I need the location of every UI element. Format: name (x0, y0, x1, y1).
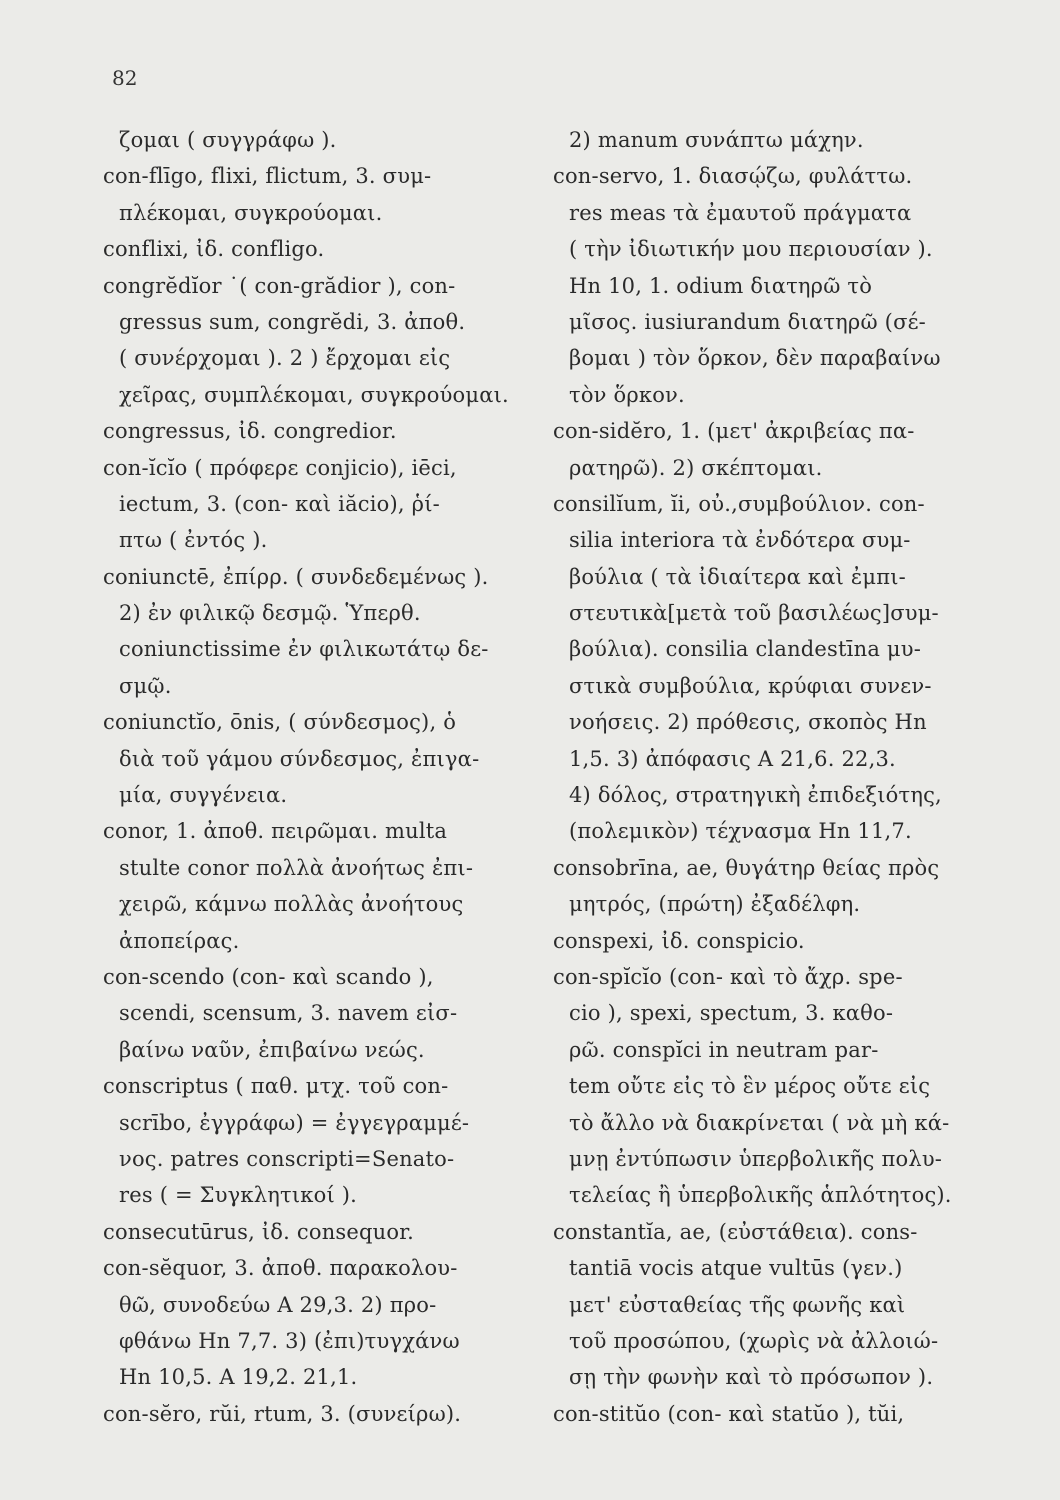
dictionary-continuation-line: tantiā vocis atque vultūs (γεν.) (569, 1256, 903, 1281)
dictionary-continuation-line: τελείας ἢ ὑπερβολικῆς ἁπλότητος). (569, 1183, 952, 1208)
dictionary-continuation-line: Hn 10, 1. odium διατηρῶ τὸ (569, 273, 873, 298)
dictionary-continuation-line: iectum, 3. (con- καὶ iăcio), ῥί- (119, 491, 440, 516)
dictionary-continuation-line: μετ' εὐσταθείας τῆς φωνῆς καὶ (569, 1292, 906, 1317)
dictionary-entry-line: conor, 1. ἀποθ. πειρῶμαι. multa (103, 819, 448, 844)
dictionary-continuation-line: σμῷ. (119, 673, 172, 698)
dictionary-continuation-line: silia interiora τὰ ἐνδότερα συμ- (569, 528, 911, 553)
dictionary-continuation-line: (πολεμικὸν) τέχνασμα Hn 11,7. (569, 819, 912, 844)
dictionary-continuation-line: 2) ἐν φιλικῷ δεσμῷ. Ὑπερθ. (119, 601, 421, 626)
dictionary-entry-line: constantĭa, ae, (εὐστάθεια). cons- (553, 1219, 918, 1244)
dictionary-continuation-line: βούλια). consilia clandestīna μυ- (569, 637, 922, 662)
dictionary-continuation-line: στικὰ συμβούλια, κρύφιαι συνεν- (569, 673, 932, 698)
dictionary-continuation-line: μῖσος. iusiurandum διατηρῶ (σέ- (569, 309, 926, 334)
dictionary-entry-line: congressus, ἰδ. congredior. (103, 419, 397, 444)
dictionary-continuation-line: σῃ τὴν φωνὴν καὶ τὸ πρόσωπον ). (569, 1365, 934, 1390)
dictionary-continuation-line: μία, συγγένεια. (119, 783, 288, 808)
dictionary-continuation-line: 4) δόλος, στρατηγικὴ ἐπιδεξιότης, (569, 783, 942, 808)
dictionary-entry-line: con-sĕro, rŭi, rtum, 3. (συνείρω). (103, 1401, 462, 1426)
dictionary-continuation-line: res ( = Συγκλητικοί ). (119, 1183, 358, 1208)
dictionary-continuation-line: coniunctissime ἐν φιλικωτάτῳ δε- (119, 637, 489, 662)
left-column (103, 122, 530, 1432)
dictionary-continuation-line: stulte conor πολλὰ ἀνοήτως ἐπι- (119, 855, 474, 880)
dictionary-continuation-line: cio ), spexi, spectum, 3. καθο- (569, 1001, 894, 1026)
dictionary-continuation-line: scrībo, ἐγγράφω) = ἐγγεγραμμέ- (119, 1110, 470, 1135)
dictionary-continuation-line: 2) manum συνάπτω μάχην. (569, 128, 864, 152)
dictionary-continuation-line: ρῶ. conspĭci in neutram par- (569, 1037, 879, 1062)
dictionary-entry-line: con-ĭcĭo ( πρόφερε conjicio), iēci, (103, 455, 457, 480)
dictionary-continuation-line: tem οὔτε εἰς τὸ ἓν μέρος οὔτε εἰς (569, 1074, 931, 1099)
dictionary-continuation-line: τὸ ἄλλο νὰ διακρίνεται ( νὰ μὴ κά- (569, 1110, 950, 1135)
dictionary-entry-line: consecutūrus, ἰδ. consequor. (103, 1219, 415, 1244)
dictionary-continuation-line: θῶ, συνοδεύω A 29,3. 2) προ- (119, 1292, 437, 1317)
page-number: 82 (112, 66, 138, 90)
dictionary-continuation-line: 1,5. 3) ἀπόφασις A 21,6. 22,3. (569, 746, 896, 771)
dictionary-entry-line: con-scendo (con- καὶ scando ), (103, 964, 434, 989)
dictionary-continuation-line: βομαι ) τὸν ὅρκον, δὲν παραβαίνω (569, 346, 941, 371)
dictionary-continuation-line: τοῦ προσώπου, (χωρὶς νὰ ἀλλοιώ- (569, 1328, 939, 1353)
dictionary-continuation-line: μνῃ ἐντύπωσιν ὑπερβολικῆς πολυ- (569, 1146, 943, 1171)
dictionary-continuation-line: πλέκομαι, συγκρούομαι. (119, 200, 383, 225)
dictionary-continuation-line: gressus sum, congrĕdi, 3. ἀποθ. (119, 309, 466, 334)
dictionary-continuation-line: τὸν ὅρκον. (569, 382, 685, 407)
dictionary-entry-line: consilĭum, ĭi, οὐ.,συμβούλιον. con- (553, 491, 925, 516)
dictionary-entry-line: con-flīgo, flixi, flictum, 3. συμ- (103, 164, 432, 189)
dictionary-continuation-line: Hn 10,5. A 19,2. 21,1. (119, 1365, 358, 1390)
dictionary-continuation-line: πτω ( ἐντός ). (119, 528, 268, 553)
dictionary-continuation-line: ρατηρῶ). 2) σκέπτομαι. (569, 455, 823, 480)
dictionary-continuation-line: χεῖρας, συμπλέκομαι, συγκρούομαι. (119, 382, 509, 407)
right-column (553, 122, 983, 1432)
dictionary-continuation-line: μητρός, (πρώτη) ἐξαδέλφη. (569, 892, 861, 917)
dictionary-entry-line: con-servo, 1. διασῴζω, φυλάττω. (553, 164, 913, 189)
dictionary-continuation-line: φθάνω Hn 7,7. 3) (ἐπι)τυγχάνω (119, 1328, 460, 1353)
dictionary-continuation-line: χειρῶ, κάμνω πολλὰς ἀνοήτους (119, 892, 464, 917)
dictionary-entry-line: conscriptus ( παθ. μτχ. τοῦ con- (103, 1074, 449, 1099)
dictionary-continuation-line: scendi, scensum, 3. navem εἰσ- (119, 1001, 458, 1026)
dictionary-entry-line: coniunctĭo, ōnis, ( σύνδεσμος), ὁ (103, 710, 457, 735)
dictionary-continuation-line: res meas τὰ ἐμαυτοῦ πράγματα (569, 200, 912, 225)
dictionary-entry-line: con-sidĕro, 1. (μετ' ἀκριβείας πα- (553, 419, 915, 444)
dictionary-continuation-line: διὰ τοῦ γάμου σύνδεσμος, ἐπιγα- (119, 746, 480, 771)
dictionary-continuation-line: ( συνέρχομαι ). 2 ) ἔρχομαι εἰς (119, 346, 451, 371)
dictionary-entry-line: consobrīna, ae, θυγάτηρ θείας πρὸς (553, 855, 940, 880)
dictionary-continuation-line: νος. patres conscripti=Senato- (119, 1146, 455, 1171)
dictionary-entry-line: conflixi, ἰδ. confligo. (103, 237, 325, 262)
dictionary-continuation-line: ἀποπείρας. (119, 928, 240, 953)
dictionary-continuation-line: στευτικὰ[μετὰ τοῦ βασιλέως]συμ- (569, 601, 939, 626)
dictionary-entry-line: con-spĭcĭo (con- καὶ τὸ ἄχρ. spe- (553, 964, 903, 989)
dictionary-entry-line: congrĕdĭor ˙( con-grădior ), con- (103, 273, 456, 298)
dictionary-continuation-line: νοήσεις. 2) πρόθεσις, σκοπὸς Hn (569, 710, 927, 735)
dictionary-entry-line: coniunctē, ἐπίρρ. ( συνδεδεμένως ). (103, 564, 489, 589)
dictionary-continuation-line: ( τὴν ἰδιωτικήν μου περιουσίαν ). (569, 237, 933, 262)
dictionary-entry-line: con-sĕquor, 3. ἀποθ. παρακολου- (103, 1256, 458, 1281)
dictionary-entry-line: conspexi, ἰδ. conspicio. (553, 928, 805, 953)
dictionary-entry-line: con-stitŭo (con- καὶ statŭo ), tŭi, (553, 1401, 905, 1426)
dictionary-continuation-line: βούλια ( τὰ ἰδιαίτερα καὶ ἐμπι- (569, 564, 906, 589)
dictionary-continuation-line: ζομαι ( συγγράφω ). (119, 128, 337, 152)
dictionary-continuation-line: βαίνω ναῦν, ἐπιβαίνω νεώς. (119, 1037, 425, 1062)
